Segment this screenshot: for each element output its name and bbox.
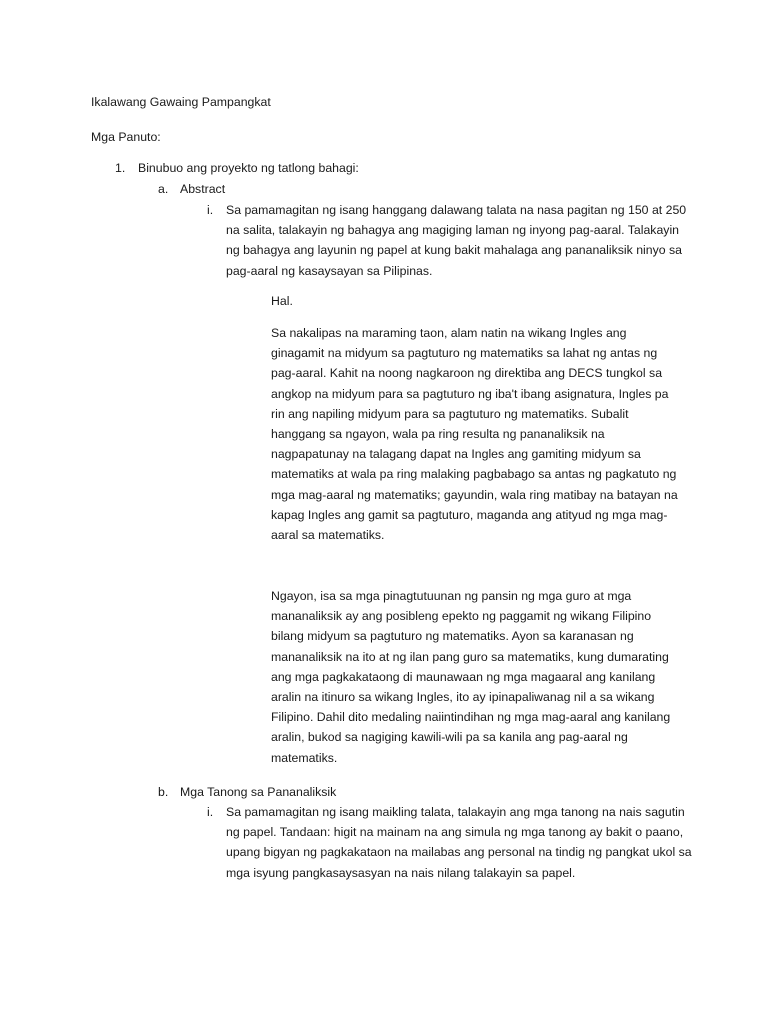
section-b-item-number: i. <box>207 805 214 819</box>
example-label: Hal. <box>271 294 293 308</box>
section-a-title: Abstract <box>180 182 226 196</box>
section-b-item-text: Sa pamamagitan ng isang maikling talata, talakayin ang mga tanong na nais sagutin ng papel. Tandaan: higit na mainam na ang simula ng mga tanong ay bakit o paano, upang bigyan ng pagkakataon na mailabas ang personal na tindig ng pangkat ukol sa mga isyung pangkasaysasyan na nais nilang talakayin sa papel. <box>226 805 692 880</box>
list-item-text: Binubuo ang proyekto ng tatlong bahagi: <box>138 161 359 175</box>
section-a-label: a. <box>158 182 169 196</box>
document-title: Ikalawang Gawaing Pampangkat <box>91 95 271 109</box>
section-b-label: b. <box>158 785 169 799</box>
section-a-item-text: Sa pamamagitan ng isang hanggang dalawang talata na nasa pagitan ng 150 at 250 na salita, talakayin ng bahagya ang magiging laman ng inyong pag-aaral. Talakayin ng bahagya ang layunin ng papel at kung bakit mahalaga ang pananaliksik ninyo sa pag-aaral ng kasaysayan sa Pilipinas. <box>226 203 687 278</box>
example-paragraph: Ngayon, isa sa mga pinagtutuunan ng pansin ng mga guro at mga mananaliksik ay ang posibleng epekto ng paggamit ng wikang Filipino bilang midyum sa pagtuturo ng matematiks. Ayon sa karanasan ng mananaliksik na ito at ng ilan pang guro sa matematiks, kung dumarating ang mga pagkakataong di maunawaan ng mga magaaral ang kanilang aralin na itinuro sa wikang Ingles, ito ay ipinapaliwanag nil a sa wikang Filipino. Dahil dito medaling naiintindihan ng mga mag-aaral ang kanilang aralin, bukod sa nagiging kawili-wili pa sa kanila ang pag-aaral ng matematiks. <box>271 589 671 765</box>
section-a-item-number: i. <box>207 203 214 217</box>
list-number: 1. <box>115 161 126 175</box>
instructions-heading: Mga Panuto: <box>91 130 161 144</box>
example-paragraph: Sa nakalipas na maraming taon, alam natin na wikang Ingles ang ginagamit na midyum sa pagtuturo ng matematiks sa lahat ng antas ng pag-aaral. Kahit na noong nagkaroon ng direktiba ang DECS tungkol sa angkop na midyum para sa pagtuturo ng iba't ibang asignatura, Ingles pa rin ang napiling midyum para sa pagtuturo ng matematiks. Subalit hanggang sa ngayon, wala pa ring resulta ng pananaliksik na nagpapatunay na talagang dapat na Ingles ang gamiting midyum sa matematiks at wala pa ring malaking pagbabago sa antas ng pagkatuto ng mga mag-aaral ng matematiks; gayundin, wala ring matibay na batayan na kapag Ingles ang gamit sa pagtuturo, maganda ang atityud ng mga mag-aaral sa matematiks. <box>271 326 678 543</box>
section-b-title: Mga Tanong sa Pananaliksik <box>180 785 337 799</box>
